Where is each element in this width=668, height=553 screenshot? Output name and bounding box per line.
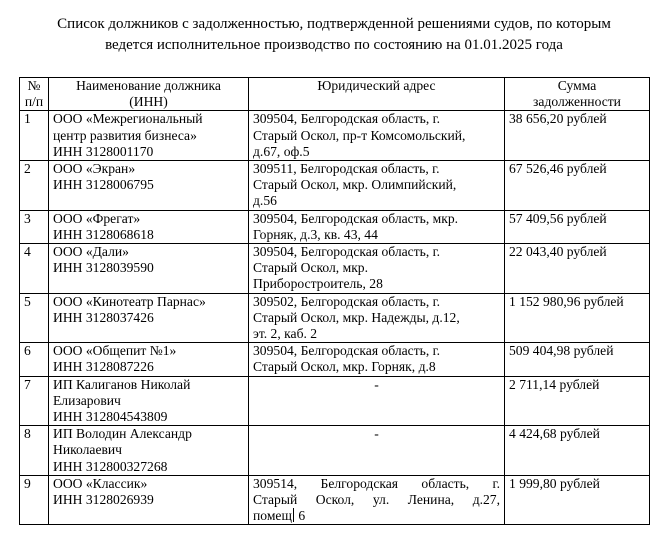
- debtor-name-line: ООО «Экран»: [53, 161, 136, 177]
- header-legal-address-line: Юридический адрес: [317, 78, 436, 93]
- address-line: д.67, оф.5: [253, 143, 310, 159]
- address-cell: [249, 161, 505, 211]
- debtor-name-line: Николаевич: [53, 442, 123, 458]
- row-number: 1: [20, 111, 49, 161]
- table-row: [20, 161, 650, 211]
- address-line: 309504, Белгородская область, г.: [253, 343, 441, 359]
- address-fragment: помещ: [253, 508, 292, 524]
- debtor-inn: ИНН 3128087226: [53, 359, 154, 375]
- header-debtor-name-line: Наименование должника: [76, 78, 221, 93]
- address-line: Приборостроитель, 28: [253, 276, 383, 292]
- address-line: Старый Оскол, пр-т Комсомольский,: [253, 127, 466, 143]
- address-cell: [249, 293, 505, 343]
- address-line: 309514, Белгородская область, г.: [253, 475, 500, 491]
- table-row: [20, 293, 650, 343]
- header-debt-amount: [505, 78, 650, 111]
- debt-amount-cell: 38 656,20 рублей: [505, 111, 650, 161]
- table-row: [20, 475, 650, 525]
- address-cell: [249, 244, 505, 294]
- header-number-line: №: [27, 78, 41, 93]
- debtor-inn: ИНН 3128037426: [53, 309, 154, 325]
- address-line: 309504, Белгородская область, г.: [253, 244, 441, 260]
- header-debtor-name: [49, 78, 249, 111]
- debtor-name-cell: [49, 343, 249, 376]
- debtor-inn: ИНН 3128039590: [53, 260, 154, 276]
- table-header-row: [20, 78, 650, 111]
- address-line: Старый Оскол, мкр. Горняк, д.8: [253, 359, 436, 375]
- table-row: [20, 426, 650, 476]
- debt-amount-cell: 1 999,80 рублей: [505, 475, 650, 525]
- row-number: 3: [20, 210, 49, 243]
- address-line-with-cursor: [253, 508, 500, 524]
- document-title: [0, 14, 668, 56]
- row-number: 2: [20, 161, 49, 211]
- debtor-name-line: ИП Калиганов Николай: [53, 376, 191, 392]
- address-line: 309504, Белгородская область, г.: [253, 111, 441, 127]
- address-line: д.56: [253, 193, 277, 209]
- row-number: 9: [20, 475, 49, 525]
- debtor-name-cell: [49, 111, 249, 161]
- debtor-name-line: Елизарович: [53, 392, 121, 408]
- address-line: 309511, Белгородская область, г.: [253, 161, 440, 177]
- debtor-name-line: ООО «Межрегиональный: [53, 111, 203, 127]
- debtor-name-cell: [49, 244, 249, 294]
- address-cell: -: [249, 426, 505, 476]
- header-number: [20, 78, 49, 111]
- address-line: Старый Оскол, ул. Ленина, д.27,: [253, 492, 500, 508]
- header-legal-address: [249, 78, 505, 111]
- debtor-name-cell: [49, 293, 249, 343]
- debt-amount-cell: 1 152 980,96 рублей: [505, 293, 650, 343]
- row-number: 6: [20, 343, 49, 376]
- debtor-inn: ИНН 312800327268: [53, 458, 168, 474]
- title-line-2: ведется исполнительное производство по состоянию на 01.01.2025 года: [105, 37, 563, 53]
- debt-amount-cell: 509 404,98 рублей: [505, 343, 650, 376]
- debt-amount-cell: 2 711,14 рублей: [505, 376, 650, 426]
- address-line: 309502, Белгородская область, г.: [253, 293, 441, 309]
- address-line: Старый Оскол, мкр.: [253, 260, 368, 276]
- debtor-name-line: ООО «Фрегат»: [53, 210, 141, 226]
- debtor-name-cell: [49, 161, 249, 211]
- debtor-name-line: центр развития бизнеса»: [53, 127, 197, 143]
- address-line: Старый Оскол, мкр. Олимпийский,: [253, 177, 457, 193]
- address-cell: [249, 475, 505, 525]
- row-number: 5: [20, 293, 49, 343]
- debtor-inn: ИНН 3128001170: [53, 143, 154, 159]
- address-cell: [249, 210, 505, 243]
- address-cell: [249, 111, 505, 161]
- debtors-table: [19, 77, 650, 525]
- address-line: эт. 2, каб. 2: [253, 326, 318, 342]
- address-cell: [249, 343, 505, 376]
- row-number: 4: [20, 244, 49, 294]
- table-row: [20, 343, 650, 376]
- debtor-name-line: ООО «Классик»: [53, 475, 148, 491]
- header-debt-amount-line: задолженности: [533, 94, 621, 110]
- address-fragment: 6: [298, 508, 306, 524]
- debtor-name-line: ООО «Общепит №1»: [53, 343, 177, 359]
- address-line: 309504, Белгородская область, мкр.: [253, 210, 459, 226]
- table-row: [20, 376, 650, 426]
- debtor-name-cell: [49, 210, 249, 243]
- address-line: Старый Оскол, мкр. Надежды, д.12,: [253, 309, 460, 325]
- debt-amount-cell: 4 424,68 рублей: [505, 426, 650, 476]
- table-row: [20, 244, 650, 294]
- table-row: [20, 210, 650, 243]
- address-cell: -: [249, 376, 505, 426]
- debtor-name-line: ИП Володин Александр: [53, 426, 192, 442]
- row-number: 8: [20, 426, 49, 476]
- debt-amount-cell: 22 043,40 рублей: [505, 244, 650, 294]
- address-line: Горняк, д.3, кв. 43, 44: [253, 226, 378, 242]
- debtor-name-line: ООО «Кинотеатр Парнас»: [53, 293, 206, 309]
- table-row: [20, 111, 650, 161]
- debtor-name-line: ООО «Дали»: [53, 244, 129, 260]
- debtor-inn: ИНН 3128068618: [53, 226, 154, 242]
- header-debt-amount-line: Сумма: [557, 78, 597, 93]
- row-number: 7: [20, 376, 49, 426]
- debt-amount-cell: 57 409,56 рублей: [505, 210, 650, 243]
- title-line-1: Список должников с задолженностью, подтвержденной решениями судов, по которым: [57, 16, 611, 32]
- debtor-name-cell: [49, 475, 249, 525]
- header-debtor-name-line: (ИНН): [129, 94, 168, 110]
- header-number-line: п/п: [24, 94, 44, 110]
- debtor-inn: ИНН 3128006795: [53, 177, 154, 193]
- debtor-inn: ИНН 3128026939: [53, 492, 154, 508]
- debtor-inn: ИНН 312804543809: [53, 409, 168, 425]
- debtor-name-cell: [49, 426, 249, 476]
- debtor-name-cell: [49, 376, 249, 426]
- debt-amount-cell: 67 526,46 рублей: [505, 161, 650, 211]
- text-cursor-icon: [293, 508, 294, 522]
